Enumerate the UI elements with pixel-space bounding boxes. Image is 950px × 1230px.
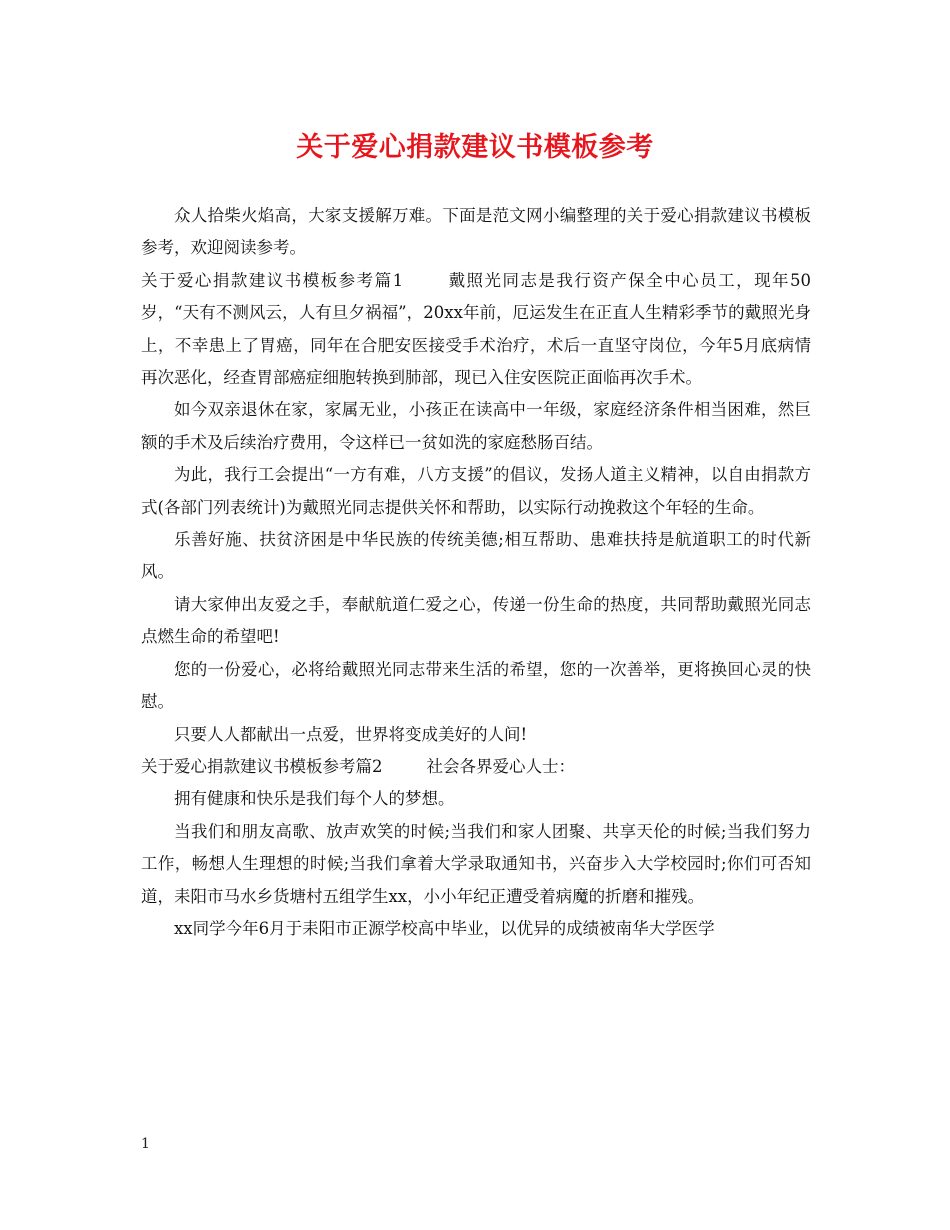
paragraph: 乐善好施、扶贫济困是中华民族的传统美德;相互帮助、患难扶持是航道职工的时代新风。 — [141, 530, 811, 582]
paragraph: xx同学今年6月于耒阳市正源学校高中毕业，以优异的成绩被南华大学医学 — [174, 918, 715, 938]
paragraph: 拥有健康和快乐是我们每个人的梦想。 — [174, 789, 455, 809]
document-body — [141, 200, 811, 945]
paragraph: 当我们和朋友高歌、放声欢笑的时候;当我们和家人团聚、共享天伦的时候;当我们努力工作，畅想人生理想的时候;当我们拿着大学录取通知书，兴奋步入大学校园时;你们可否知道，耒阳市马水乡货塘村五组学生xx，小小年纪正遭受着病魔的折磨和摧残。 — [141, 821, 811, 906]
section-2 — [141, 751, 811, 783]
document-title: 关于爱心捐款建议书模板参考 — [296, 132, 654, 163]
paragraph: 如今双亲退休在家，家属无业，小孩正在读高中一年级，家庭经济条件相当困难，然巨额的手术及后续治疗费用，令这样已一贫如洗的家庭愁肠百结。 — [141, 400, 811, 452]
section-text-2: 社会各界爱心人士： — [426, 756, 575, 776]
paragraph-intro: 众人拾柴火焰高，大家支援解万难。下面是范文网小编整理的关于爱心捐款建议书模板参考，欢迎阅读参考。 — [141, 206, 811, 258]
page-number: 1 — [141, 1136, 150, 1152]
paragraph: 请大家伸出友爱之手，奉献航道仁爱之心，传递一份生命的热度，共同帮助戴照光同志点燃生命的希望吧! — [141, 594, 811, 647]
section-heading-2: 关于爱心捐款建议书模板参考篇2 — [141, 756, 383, 776]
section-heading-1: 关于爱心捐款建议书模板参考篇1 — [141, 270, 404, 290]
section-1 — [141, 265, 811, 395]
section-text-1: 戴照光同志是我行资产保全中心员工，现年50岁，“天有不测风云，人有旦夕祸福”，20xx年前，厄运发生在正直人生精彩季节的戴照光身上，不幸患上了胃癌，同年在合肥安医接受手术治疗，术后一直坚守岗位，今年5月底病情再次恶化，经查胃部癌症细胞转换到肺部，现已入住安医院正面临再次手术。 — [141, 270, 812, 388]
paragraph: 只要人人都献出一点爱，世界将变成美好的人间! — [174, 724, 528, 744]
paragraph: 为此，我行工会提出“一方有难，八方支援”的倡议，发扬人道主义精神，以自由捐款方式(各部门列表统计)为戴照光同志提供关怀和帮助，以实际行动挽救这个年轻的生命。 — [141, 465, 811, 517]
paragraph: 您的一份爱心，必将给戴照光同志带来生活的希望，您的一次善举，更将换回心灵的快慰。 — [141, 659, 811, 712]
